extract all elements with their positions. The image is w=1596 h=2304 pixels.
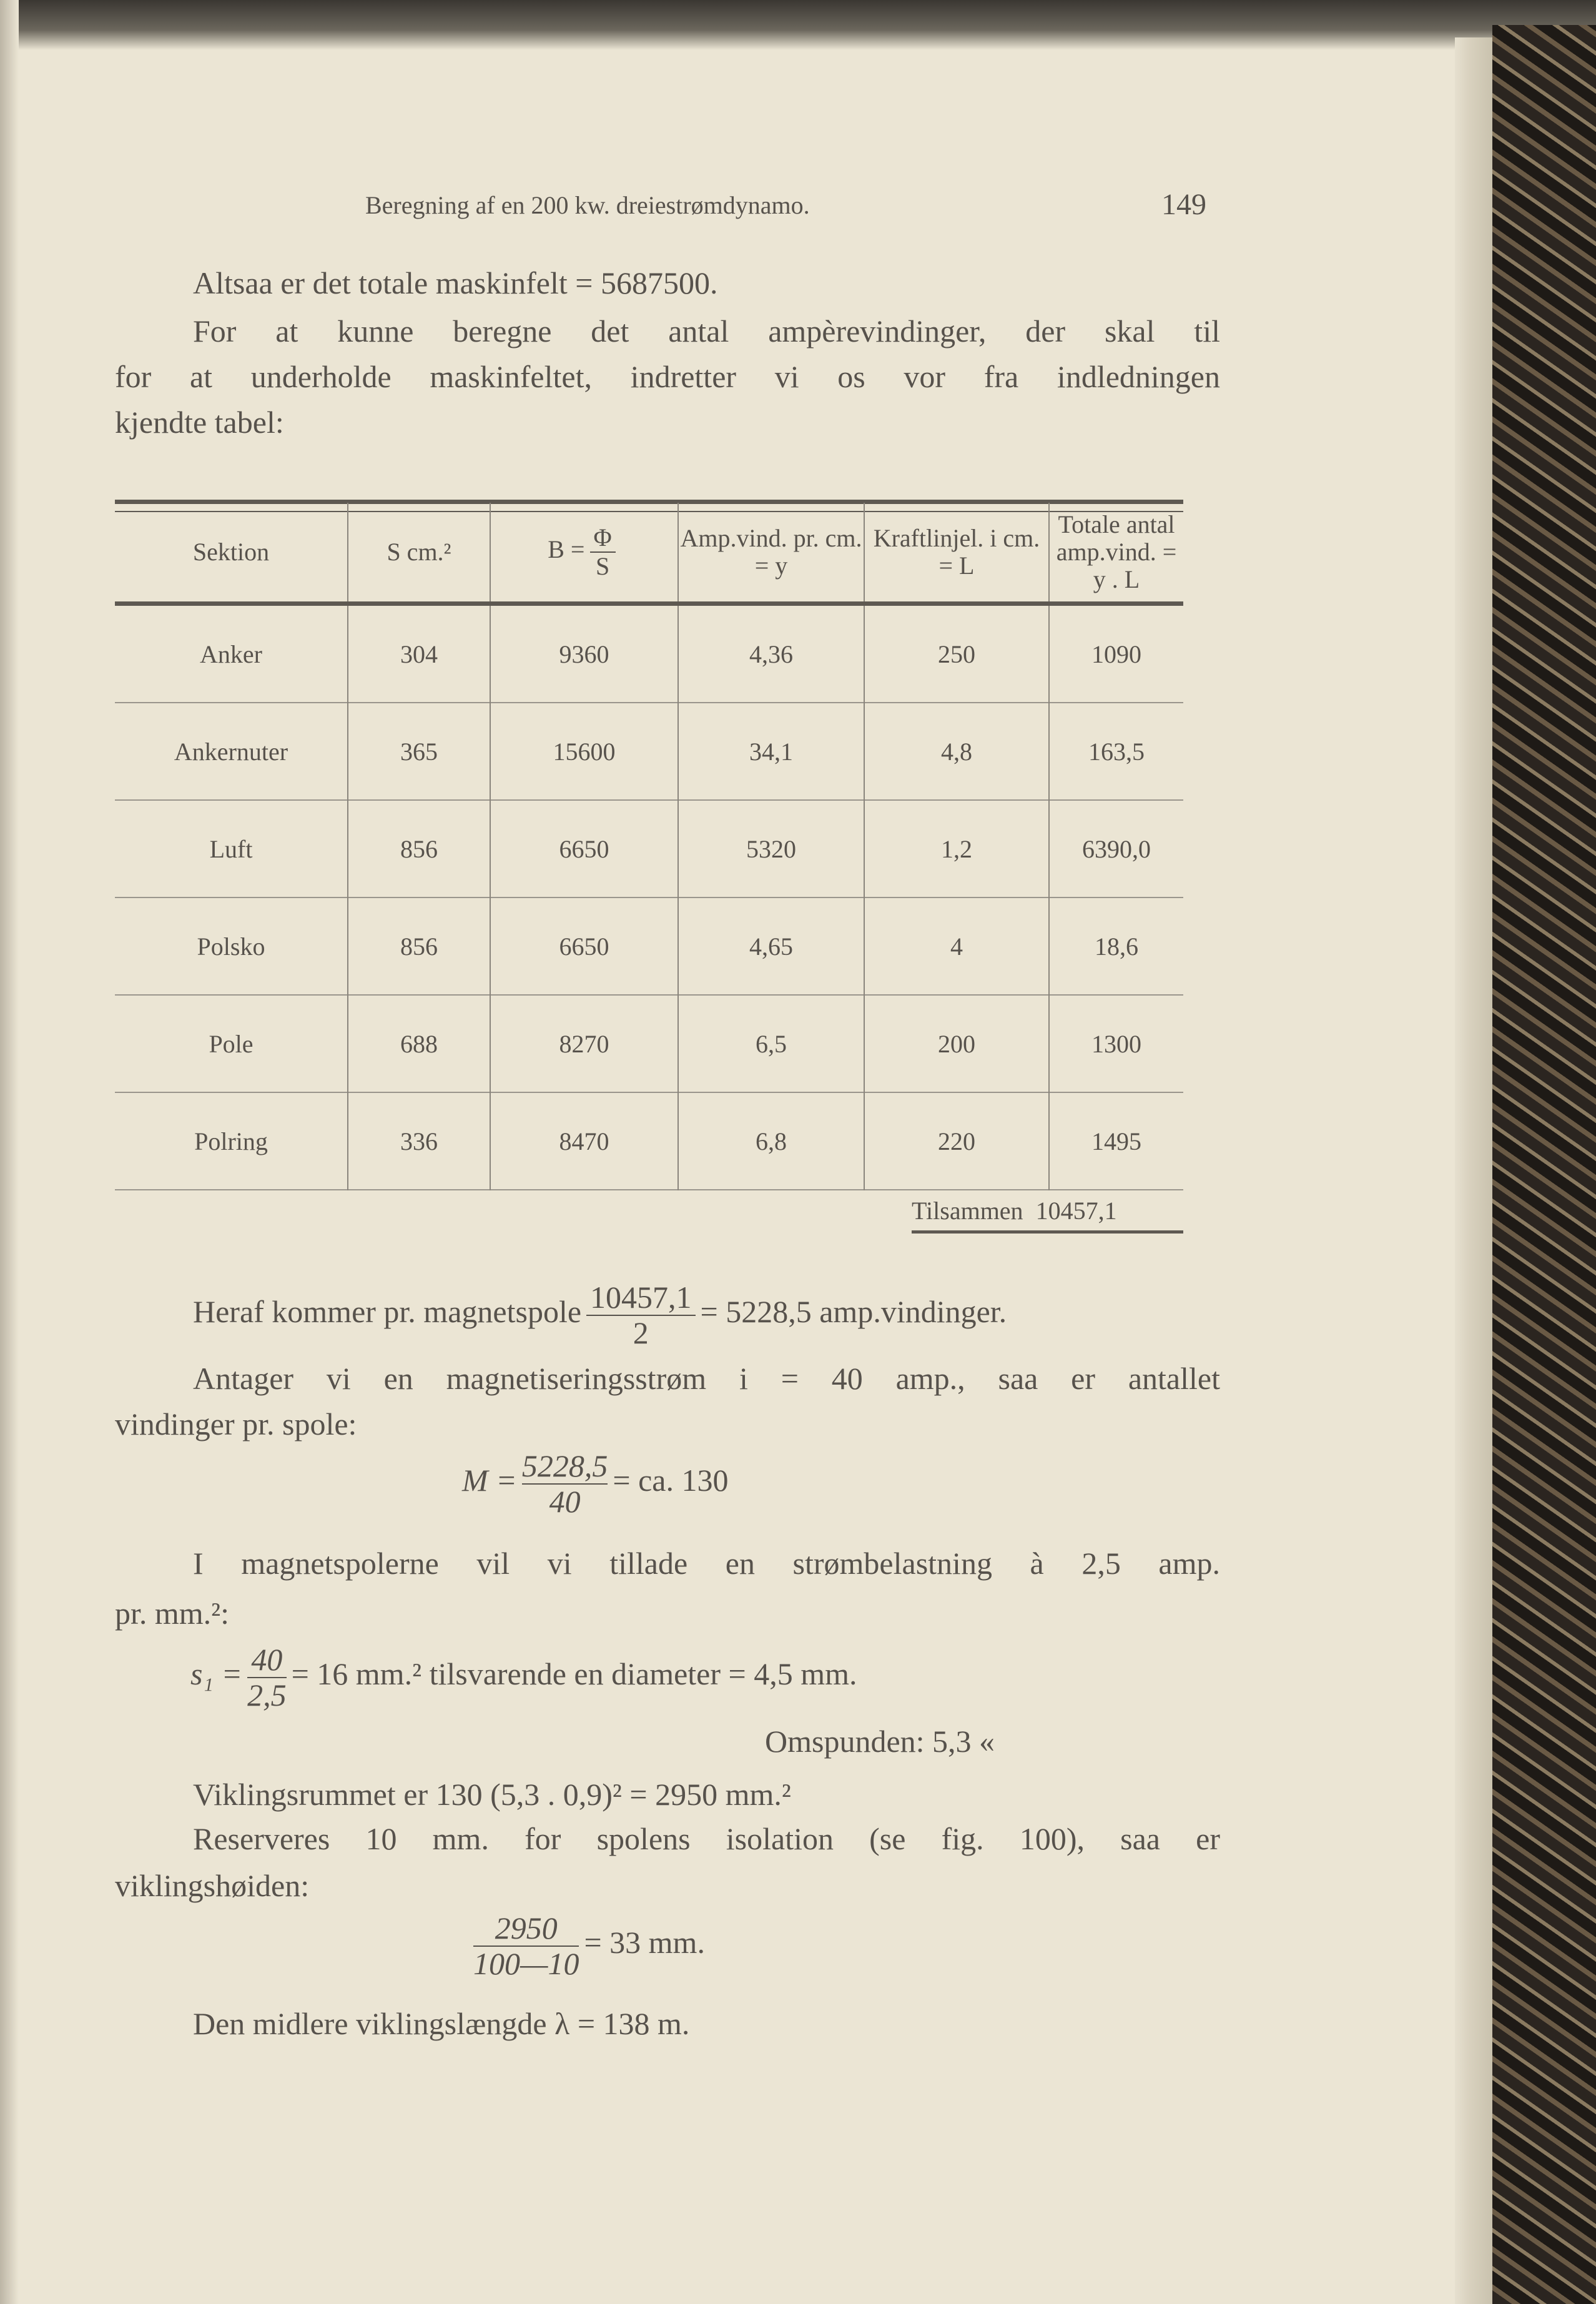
h-formula: $\frac{2950}{100—10}$ = 33 mm. <box>473 1910 705 1981</box>
page-number: 149 <box>1161 188 1206 221</box>
col-header <box>490 503 678 604</box>
table-cell: 6,8 <box>678 1092 864 1190</box>
table-cell: 1300 <box>1049 995 1183 1092</box>
col-header: Totale antal amp.vind. = y . L <box>1049 503 1183 604</box>
table-row <box>115 604 1183 703</box>
table-cell: Polsko <box>197 932 265 961</box>
book-top-edge <box>0 0 1596 50</box>
table-cell: Anker <box>200 640 262 668</box>
table-cell: 8270 <box>490 995 678 1092</box>
table-cell: 688 <box>348 995 490 1092</box>
table-cell: 6390,0 <box>1049 800 1183 897</box>
table-cell: Luft <box>209 834 253 863</box>
table-cell: 18,6 <box>1049 897 1183 995</box>
paragraph-line: pr. mm.²: <box>115 1596 230 1631</box>
table-cell: 163,5 <box>1049 703 1183 800</box>
table-cell: 15600 <box>490 703 678 800</box>
table-total <box>912 1196 1183 1234</box>
col-header: S cm.² <box>348 503 490 604</box>
total-value: 10457,1 <box>1035 1197 1117 1225</box>
paragraph: Altsaa er det totale maskinfelt = 5687500. <box>193 265 718 300</box>
paragraph-line: kjendte tabel: <box>115 405 284 440</box>
page-gutter <box>0 0 19 2304</box>
paragraph-line: vindinger pr. spole: <box>115 1407 357 1441</box>
running-header: Beregning af en 200 kw. dreiestrømdynamo. <box>365 191 810 219</box>
s-formula: s₁ = $\frac{40}{2,5}$ = 16 mm.² tilsvarende en diameter = 4,5 mm. <box>190 1641 857 1713</box>
omspunden: Omspunden: 5,3 « <box>765 1724 995 1759</box>
data-table <box>115 503 1183 1190</box>
paragraph-line: Reserveres 10 mm. for spolens isolation (se fig. 100), saa er <box>193 1821 1220 1856</box>
page-edge <box>1455 37 1492 2304</box>
col-header: Sektion <box>192 538 270 566</box>
paragraph-line: For at kunne beregne det antal ampèrevindinger, der skal til <box>193 314 1220 349</box>
table-cell: 6,5 <box>678 995 864 1092</box>
table-cell: 365 <box>348 703 490 800</box>
table-cell: Ankernuter <box>174 737 288 766</box>
table-cell: 4,65 <box>678 897 864 995</box>
numerator: Φ <box>590 524 616 553</box>
table-cell: 4,36 <box>678 604 864 703</box>
table-cell: 34,1 <box>678 703 864 800</box>
table-cell: 1,2 <box>864 800 1049 897</box>
table-cell: 220 <box>864 1092 1049 1190</box>
table-cell: 1090 <box>1049 604 1183 703</box>
paragraph: Den midlere viklingslængde λ = 138 m. <box>193 2006 690 2041</box>
table-cell: Polring <box>194 1127 268 1155</box>
table-row <box>115 800 1183 897</box>
paragraph-line: I magnetspolerne vil vi tillade en strømbelastning à 2,5 amp. <box>193 1546 1220 1581</box>
table-cell: 250 <box>864 604 1049 703</box>
table-cell: 200 <box>864 995 1049 1092</box>
table-cell: 6650 <box>490 800 678 897</box>
table-cell: 4,8 <box>864 703 1049 800</box>
paragraph-line: Antager vi en magnetiseringsstrøm i = 40 amp., saa er antallet <box>193 1361 1220 1396</box>
table-cell: 336 <box>348 1092 490 1190</box>
fraction <box>590 524 616 580</box>
table-cell: 4 <box>864 897 1049 995</box>
marbled-cover <box>1492 25 1596 2304</box>
numerator: 10457,1 <box>586 1280 696 1316</box>
table-cell: 856 <box>348 800 490 897</box>
table-cell: 5320 <box>678 800 864 897</box>
total-label: Tilsammen <box>912 1197 1023 1225</box>
table-cell: 9360 <box>490 604 678 703</box>
paragraph-line: viklingshøiden: <box>115 1868 310 1903</box>
table-cell: 856 <box>348 897 490 995</box>
table-row <box>115 703 1183 800</box>
table-cell: 304 <box>348 604 490 703</box>
table-row <box>115 897 1183 995</box>
heraf-line: Heraf kommer pr. magnetspole $\frac{10457,1}{2}$ = 5228,5 amp.vindinger. <box>193 1279 1007 1350</box>
table-cell: Pole <box>209 1029 254 1058</box>
col-header: Kraftlinjel. i cm. = L <box>864 503 1049 604</box>
col-header: Amp.vind. pr. cm. = y <box>678 503 864 604</box>
paragraph-line: for at underholde maskinfeltet, indretter vi os vor fra indledningen <box>115 359 1220 394</box>
m-formula: M = $\frac{5228,5}{40}$ = ca. 130 <box>462 1448 729 1519</box>
table-row <box>115 1092 1183 1190</box>
table-cell: 8470 <box>490 1092 678 1190</box>
table-cell: 1495 <box>1049 1092 1183 1190</box>
table-row <box>115 995 1183 1092</box>
paragraph: Viklingsrummet er 130 (5,3 . 0,9)² = 2950 mm.² <box>193 1777 791 1812</box>
denominator: S <box>596 552 610 580</box>
denominator: 2 <box>633 1315 649 1350</box>
col-header-part: B = <box>548 535 585 564</box>
table-cell: 6650 <box>490 897 678 995</box>
